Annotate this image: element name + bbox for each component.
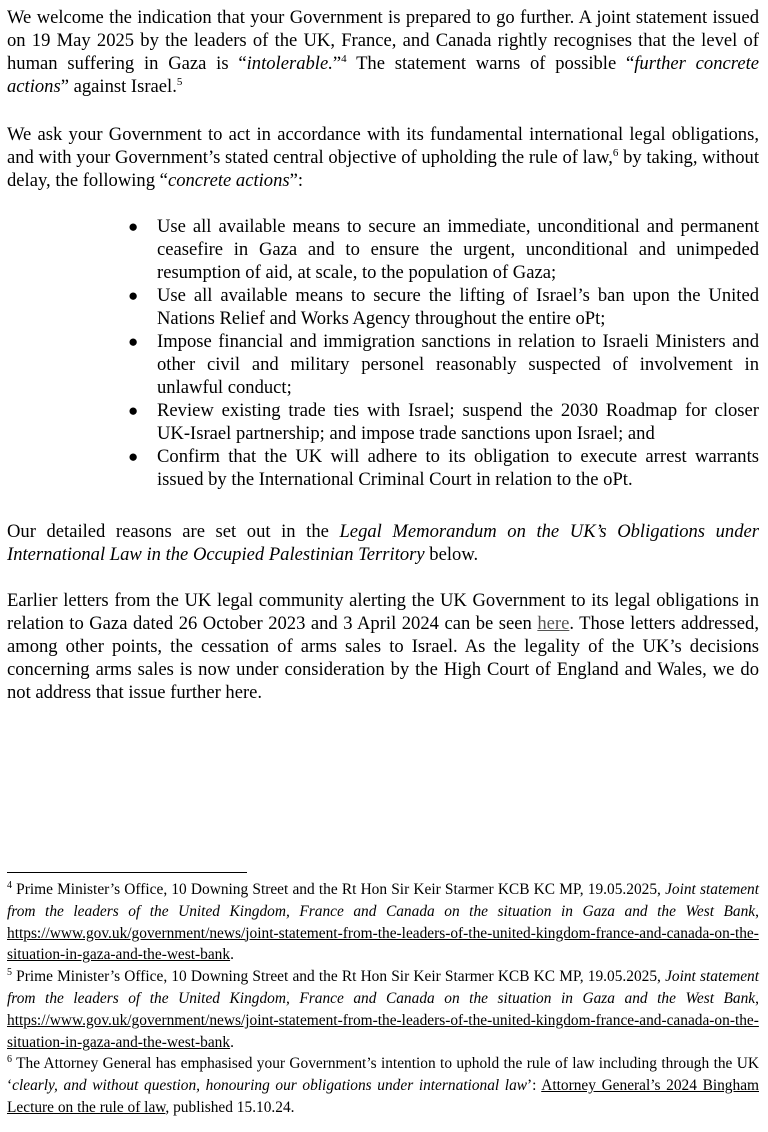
- list-item: [7, 215, 759, 284]
- footnote-number: 5: [7, 967, 12, 979]
- text-run: The statement warns of possible “: [346, 53, 635, 74]
- list-item-text: Impose financial and immigration sanctions in relation to Israeli Ministers and other civil and military personel reasonably suspected of involvement in unlawful conduct;: [157, 331, 759, 398]
- emphasis-source-title: Joint statement from the leaders of the United Kingdom, France and Canada on the situation in Gaza and the West Bank: [7, 968, 760, 1007]
- paragraph-earlier-letters: [7, 589, 759, 704]
- footnote-6: [7, 1053, 759, 1118]
- text-run: ,: [755, 902, 759, 920]
- bullet-icon: ●: [128, 447, 139, 466]
- emphasis-intolerable: intolerable.: [246, 53, 333, 74]
- paragraph-joint-statement: [7, 6, 759, 98]
- source-url-link[interactable]: https://www.gov.uk/government/news/joint-statement-from-the-leaders-of-the-united-kingdom-france-and-canada-on-the-situation-in-gaza-and-the-west-bank: [7, 1011, 759, 1051]
- footnote-4: [7, 879, 759, 966]
- text-run: below.: [424, 544, 479, 565]
- text-run: .: [230, 1033, 234, 1051]
- text-run: ” against Israel.: [60, 76, 177, 97]
- text-run: Earlier letters from the UK legal community alerting the UK Government to its legal obligations in relation to Gaza dated 26 October 2023 and 3 April 2024 can be seen: [7, 590, 759, 634]
- footnote-number: 4: [7, 879, 12, 891]
- emphasis-concrete-actions: concrete actions: [167, 170, 290, 191]
- footnote-separator: [7, 872, 247, 873]
- list-item-text: Use all available means to secure the lifting of Israel’s ban upon the United Nations Relief and Works Agency throughout the entire oPt;: [157, 285, 759, 329]
- text-run: , published 15.10.24.: [165, 1098, 295, 1116]
- list-item-text: Confirm that the UK will adhere to its obligation to execute arrest warrants issued by the International Criminal Court in relation to the oPt.: [157, 446, 759, 490]
- list-item: [7, 330, 759, 399]
- here-link[interactable]: here: [537, 613, 570, 634]
- list-item-text: Use all available means to secure an immediate, unconditional and permanent ceasefire in Gaza and to ensure the urgent, unconditional and unimpeded resumption of aid, at scale, to the population of Gaza;: [157, 216, 759, 283]
- footnote-5: [7, 966, 759, 1053]
- text-run: ’:: [527, 1077, 542, 1095]
- text-run: We ask your Government to act in accordance with its fundamental international legal obligations, and with your Government’s stated central objective of upholding the rule of law,: [7, 124, 759, 168]
- footnote-ref-6[interactable]: 6: [612, 146, 619, 159]
- list-item: [7, 445, 759, 491]
- footnote-ref-4[interactable]: 4: [341, 52, 347, 65]
- text-run: The Attorney General has emphasised your Government’s intention to uphold the rule of law including through the UK ‘: [7, 1055, 759, 1095]
- footnote-ref-5[interactable]: 5: [176, 75, 183, 88]
- text-run: Our detailed reasons are set out in the: [7, 521, 340, 542]
- emphasis-further-concrete-actions: further concrete actions: [7, 53, 759, 97]
- bullet-icon: ●: [128, 217, 139, 236]
- text-run: .: [230, 946, 234, 964]
- emphasis-source-title: Joint statement from the leaders of the United Kingdom, France and Canada on the situation in Gaza and the West Bank: [7, 881, 760, 920]
- text-run: by taking, without delay, the following “: [7, 147, 759, 191]
- paragraph-request: [7, 123, 759, 192]
- text-run: We welcome the indication that your Government is prepared to go further. A joint statement issued on 19 May 2025 by the leaders of the UK, France, and Canada rightly recognises that the level of human suffering in Gaza is “: [7, 7, 759, 74]
- list-item: [7, 284, 759, 330]
- text-run: ”: [332, 53, 342, 74]
- footnote-number: 6: [7, 1054, 12, 1066]
- bullet-icon: ●: [128, 401, 139, 420]
- text-run: . Those letters addressed, among other points, the cessation of arms sales to Israel. As the legality of the UK’s decisions concerning arms sales is now under consideration by the High Court of England and Wales, we do not address that issue further here.: [7, 613, 759, 703]
- text-run: Prime Minister’s Office, 10 Downing Street and the Rt Hon Sir Keir Starmer KCB KC MP, 19.05.2025,: [12, 968, 666, 986]
- list-item-text: Review existing trade ties with Israel; suspend the 2030 Roadmap for closer UK-Israel partnership; and impose trade sanctions upon Israel; and: [157, 400, 759, 444]
- bullet-icon: ●: [128, 286, 139, 305]
- list-item: [7, 399, 759, 445]
- paragraph-reasons: [7, 520, 759, 566]
- text-run: ,: [755, 989, 759, 1007]
- emphasis-quotation: clearly, and without question, honouring our obligations under international law: [12, 1077, 528, 1095]
- text-run: Prime Minister’s Office, 10 Downing Street and the Rt Hon Sir Keir Starmer KCB KC MP, 19.05.2025,: [12, 881, 666, 898]
- footnotes: [7, 879, 759, 1119]
- bullet-icon: ●: [128, 332, 139, 351]
- actions-list: [7, 215, 759, 491]
- text-run: ”:: [289, 170, 304, 191]
- source-url-link[interactable]: https://www.gov.uk/government/news/joint-statement-from-the-leaders-of-the-united-kingdom-france-and-canada-on-the-situation-in-gaza-and-the-west-bank: [7, 924, 759, 964]
- bingham-lecture-link[interactable]: Attorney General’s 2024 Bingham Lecture on the rule of law: [7, 1077, 759, 1116]
- emphasis-memorandum-title: Legal Memorandum on the UK’s Obligations under International Law in the Occupied Palestinian Territory: [7, 521, 759, 565]
